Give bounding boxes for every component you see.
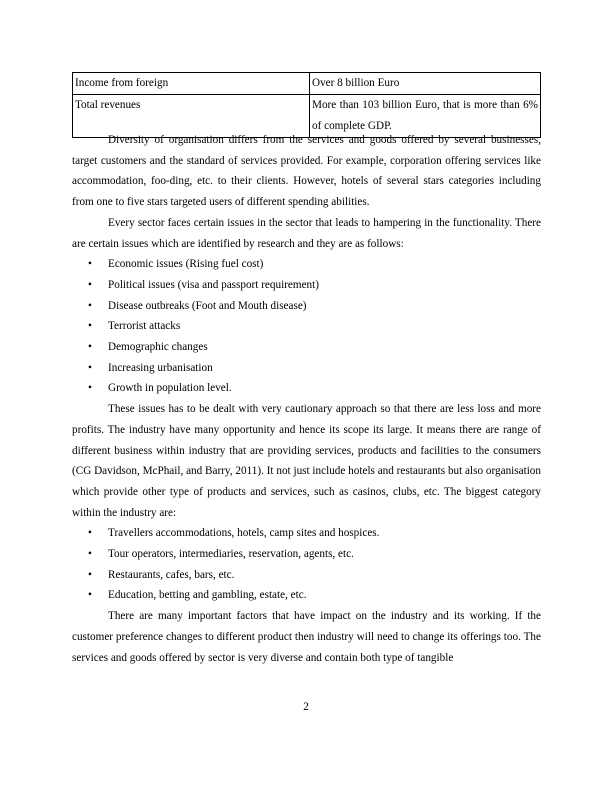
paragraph: These issues has to be dealt with very cautionary approach so that there are less loss and more profits. The industry have many opportunity and hence its scope its large. It means there are range of different business within industry that are providing services, products and facilities to the consumers (CG Davidson, McPhail, and Barry, 2011). It not just include hotels and restaurants but also organisation which provide other type of products and services, such as casinos, clubs, etc. The biggest category within the industry are:	[72, 403, 541, 519]
list-item	[72, 316, 541, 337]
list-item	[72, 544, 541, 565]
list-item-text: Growth in population level.	[108, 382, 232, 395]
bullet-icon: •	[88, 527, 92, 540]
body-text	[72, 130, 541, 668]
table-cell-value: More than 103 billion Euro, that is more than 6% of complete GDP.	[310, 95, 541, 138]
bullet-icon: •	[88, 299, 92, 312]
bullet-icon: •	[88, 278, 92, 291]
issues-list	[72, 254, 541, 399]
list-item	[72, 565, 541, 586]
list-item-text: Terrorist attacks	[108, 320, 181, 333]
table-cell-label: Income from foreign	[73, 73, 310, 95]
list-item-text: Travellers accommodations, hotels, camp sites and hospices.	[108, 527, 380, 540]
list-item	[72, 254, 541, 275]
list-item	[72, 296, 541, 317]
bullet-icon: •	[88, 568, 92, 581]
revenue-table	[72, 72, 541, 138]
list-item	[72, 358, 541, 379]
table-cell-label: Total revenues	[73, 95, 310, 138]
bullet-icon: •	[88, 258, 92, 271]
list-item-text: Education, betting and gambling, estate, etc.	[108, 589, 307, 602]
paragraph: Diversity of organisation differs from the services and goods offered by several businesses, target customers and the standard of services provided. For example, corporation offering services like accommodation, foo-ding, etc. to their clients. However, hotels of several stars categories including from one to five stars targeted users of different spending abilities.	[72, 134, 541, 209]
list-item-text: Political issues (visa and passport requirement)	[108, 278, 319, 291]
bullet-icon: •	[88, 589, 92, 602]
bullet-icon: •	[88, 382, 92, 395]
paragraph: Every sector faces certain issues in the sector that leads to hampering in the functionality. There are certain issues which are identified by research and they are as follows:	[72, 216, 541, 250]
list-item-text: Demographic changes	[108, 341, 208, 354]
list-item-text: Restaurants, cafes, bars, etc.	[108, 568, 235, 581]
table-cell-value: Over 8 billion Euro	[310, 73, 541, 95]
categories-list	[72, 523, 541, 606]
list-item-text: Tour operators, intermediaries, reservation, agents, etc.	[108, 548, 354, 561]
list-item-text: Increasing urbanisation	[108, 361, 213, 374]
page-number: 2	[303, 701, 309, 713]
bullet-icon: •	[88, 320, 92, 333]
bullet-icon: •	[88, 341, 92, 354]
bullet-icon: •	[88, 361, 92, 374]
list-item-text: Economic issues (Rising fuel cost)	[108, 258, 264, 271]
paragraph: There are many important factors that have impact on the industry and its working. If the customer preference changes to different product then industry will need to change its offerings too. The services and goods offered by sector is very diverse and contain both type of tangible	[72, 610, 541, 664]
list-item	[72, 337, 541, 358]
list-item	[72, 378, 541, 399]
list-item	[72, 523, 541, 544]
list-item	[72, 275, 541, 296]
table-row	[73, 73, 541, 95]
bullet-icon: •	[88, 548, 92, 561]
list-item	[72, 585, 541, 606]
list-item-text: Disease outbreaks (Foot and Mouth disease)	[108, 299, 307, 312]
